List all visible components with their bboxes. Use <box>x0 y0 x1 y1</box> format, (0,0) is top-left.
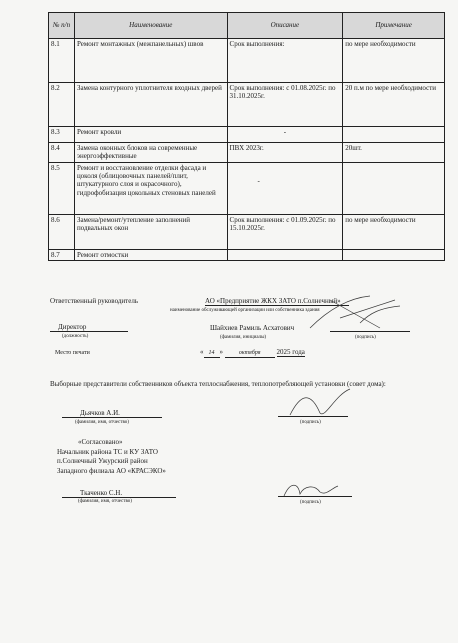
stamp-place-label: Место печати <box>55 350 90 356</box>
row-num: 8.4 <box>49 143 75 163</box>
row-desc: Срок выполнения: <box>227 39 343 83</box>
agreement-title: «Согласовано» <box>78 438 123 446</box>
row-num: 8.3 <box>49 127 75 143</box>
stamp-signature-mark <box>300 288 410 338</box>
row-name: Ремонт монтажных (межпанельных) швов <box>74 39 227 83</box>
position-caption: (должность) <box>62 334 89 339</box>
table-row <box>49 127 445 143</box>
row-note <box>343 163 445 215</box>
row-note <box>343 250 445 261</box>
row-num: 8.1 <box>49 39 75 83</box>
row-desc: Срок выполнения: с 01.09.2025г. по 15.10.2025г. <box>227 215 343 250</box>
signing-date <box>200 348 305 358</box>
representative-signature-caption: (подпись) <box>300 420 321 425</box>
row-num: 8.2 <box>49 83 75 127</box>
row-name: Ремонт кровли <box>74 127 227 143</box>
row-note: по мере необходимости <box>343 39 445 83</box>
table-row <box>49 163 445 215</box>
agreement-person-name: Ткаченко С.Н. <box>62 489 176 498</box>
date-quote-close: » <box>219 348 223 356</box>
director-name: Шайхиев Рамиль Асхатович <box>210 324 295 332</box>
representatives-text: Выборные представители собственников объекта теплоснабжения, теплопотребляющей установки (совет дома): <box>50 380 386 388</box>
row-note: 20 п.м по мере необходимости <box>343 83 445 127</box>
row-name: Ремонт и восстановление отделки фасада и цоколя (облицовочных панелей/плит, штукатурного слоя и окрасочного), гидрофобизация цокольных стеновых панелей <box>74 163 227 215</box>
row-note <box>343 127 445 143</box>
agreement-line-3: Западного филиала АО «КРАСЭКО» <box>57 467 166 475</box>
date-quote-open: « <box>200 348 204 356</box>
row-name: Замена оконных блоков на современные энергоэффективные <box>74 143 227 163</box>
row-name: Ремонт отмостки <box>74 250 227 261</box>
director-name-caption: (фамилия, инициалы) <box>220 335 267 340</box>
position-value: Директор <box>50 323 128 332</box>
date-day: 14 <box>204 349 220 358</box>
header-num: № п/п <box>49 13 75 39</box>
works-table <box>48 12 445 261</box>
date-year: 2025 года <box>276 348 305 356</box>
row-note: по мере необходимости <box>343 215 445 250</box>
row-num: 8.7 <box>49 250 75 261</box>
table-row <box>49 250 445 261</box>
agreement-person-caption: (фамилия, имя, отчество) <box>78 499 132 504</box>
table-row <box>49 39 445 83</box>
agreement-signature-caption: (подпись) <box>300 500 321 505</box>
director-signature-caption: (подпись) <box>355 335 376 340</box>
organization-name: АО «Предприятие ЖКХ ЗАТО п.Солнечный» <box>205 297 349 306</box>
table-row <box>49 143 445 163</box>
representative-signature-mark <box>285 385 355 421</box>
row-desc <box>227 250 343 261</box>
responsible-label: Ответственный руководитель <box>50 297 139 305</box>
table-row <box>49 215 445 250</box>
header-name: Наименование <box>74 13 227 39</box>
agreement-line-2: п.Солнечный Ужурский район <box>57 457 148 465</box>
header-desc: Описание <box>227 13 343 39</box>
row-desc: - <box>227 163 343 215</box>
table-header-row <box>49 13 445 39</box>
row-num: 8.6 <box>49 215 75 250</box>
agreement-line-1: Начальник района ТС и КУ ЗАТО <box>57 448 158 456</box>
representative-name-caption: (фамилия, имя, отчество) <box>75 420 129 425</box>
row-num: 8.5 <box>49 163 75 215</box>
table-row <box>49 83 445 127</box>
date-month: октября <box>225 349 275 358</box>
row-name: Замена/ремонт/утепление заполнений подвальных окон <box>74 215 227 250</box>
row-desc: ПВХ 2023г. <box>227 143 343 163</box>
row-desc: - <box>227 127 343 143</box>
representative-name: Дьячков А.И. <box>62 409 162 418</box>
row-note: 20шт. <box>343 143 445 163</box>
header-note: Примечание <box>343 13 445 39</box>
row-name: Замена контурного уплотнителя входных дверей <box>74 83 227 127</box>
organization-caption: наименование обслуживающей организации или собственника здания <box>170 308 320 313</box>
row-desc: Срок выполнения: с 01.08.2025г. по 31.10.2025г. <box>227 83 343 127</box>
agreement-signature-mark <box>280 478 340 502</box>
